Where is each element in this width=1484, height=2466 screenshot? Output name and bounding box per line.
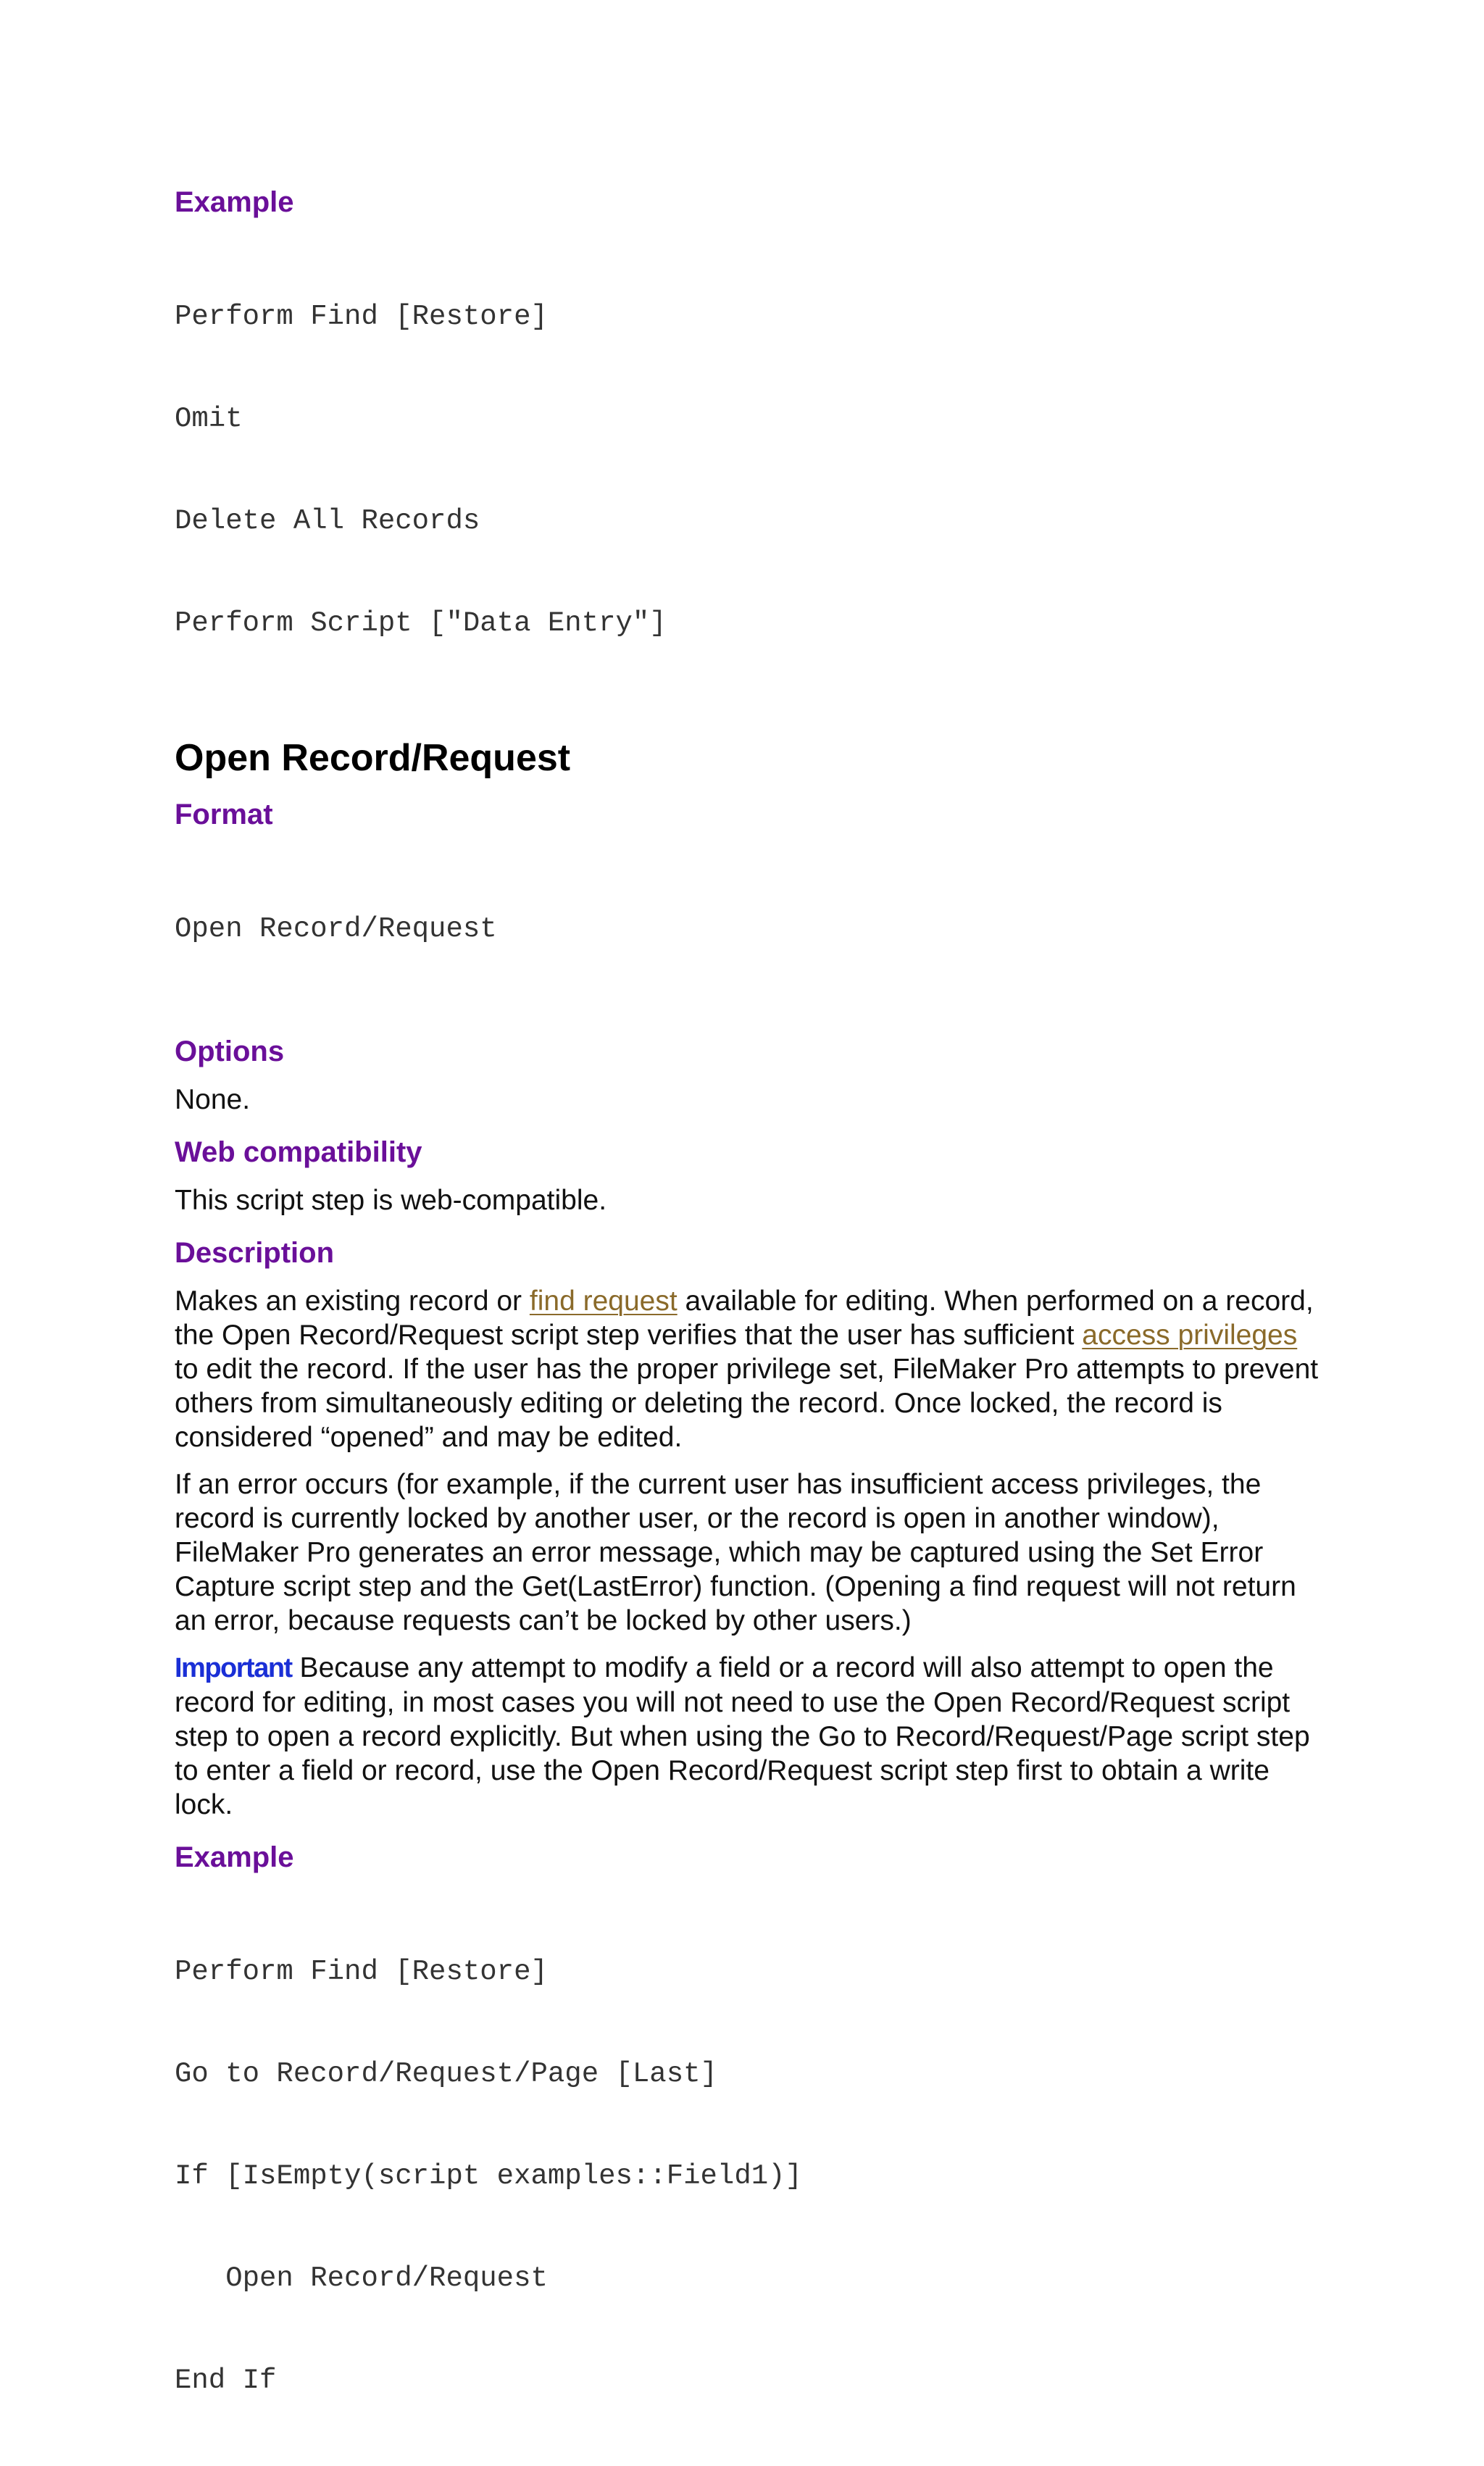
find-request-link[interactable]: find request xyxy=(529,1286,678,1317)
format-code xyxy=(175,844,1320,1015)
web-compatibility-heading: Web compatibility xyxy=(175,1136,422,1168)
code-line: Perform Find [Restore] xyxy=(175,301,548,333)
description-text: to edit the record. If the user has the proper privilege set, FileMaker Pro attempts to prevent others from simultaneously editing or deleting the record. Once locked, the record is considered “opened” and may be edited. xyxy=(175,1354,1319,1453)
code-line: Go to Record/Request/Page [Last] xyxy=(175,2058,717,2090)
section-title: Open Record/Request xyxy=(175,737,571,779)
code-line: Open Record/Request xyxy=(175,2262,548,2294)
web-compatibility-text: This script step is web-compatible. xyxy=(175,1185,607,1216)
description-heading: Description xyxy=(175,1237,335,1269)
example-code-block xyxy=(175,232,1320,709)
options-heading: Options xyxy=(175,1036,285,1067)
format-heading: Format xyxy=(175,799,273,830)
document-page xyxy=(175,184,1320,2466)
example-heading: Example xyxy=(175,1841,294,1873)
important-note xyxy=(175,1651,1320,1822)
example-heading: Example xyxy=(175,186,294,218)
description-text: available for editing. When performed on a record, the Open Record/Request script step verifies that the user has sufficient xyxy=(175,1286,1314,1351)
code-line: Perform Find [Restore] xyxy=(175,1956,548,1988)
options-text: None. xyxy=(175,1084,251,1115)
important-text: Because any attempt to modify a field or a record will also attempt to open the record for editing, in most cases you will not need to use the Open Record/Request script step to open a record explicitly. But when using the Go to Record/Request/Page script step to enter a field or record, use the Open Record/Request script step first to obtain a write lock. xyxy=(175,1652,1310,1820)
code-line: If [IsEmpty(script examples::Field1)] xyxy=(175,2160,802,2192)
example-code-block xyxy=(175,1887,1320,2466)
important-label: Important xyxy=(175,1653,292,1683)
description-paragraph-2: If an error occurs (for example, if the current user has insufficient access privileges, the record is currently locked by another user, or the record is open in another window), FileMaker Pro generates an error message, which may be captured using the Set Error Capture script step and the Get(LastError) function. (Opening a find request will not return an error, because requests can’t be locked by other users.) xyxy=(175,1469,1296,1636)
code-line: Open Record/Request xyxy=(175,913,497,945)
code-line: Perform Script ["Data Entry"] xyxy=(175,607,667,639)
access-privileges-link[interactable]: access privileges xyxy=(1082,1320,1298,1351)
code-line: End If xyxy=(175,2365,277,2396)
code-line: Delete All Records xyxy=(175,505,480,537)
description-paragraph-1 xyxy=(175,1284,1320,1454)
code-line: Omit xyxy=(175,403,243,435)
description-text: Makes an existing record or xyxy=(175,1286,530,1317)
